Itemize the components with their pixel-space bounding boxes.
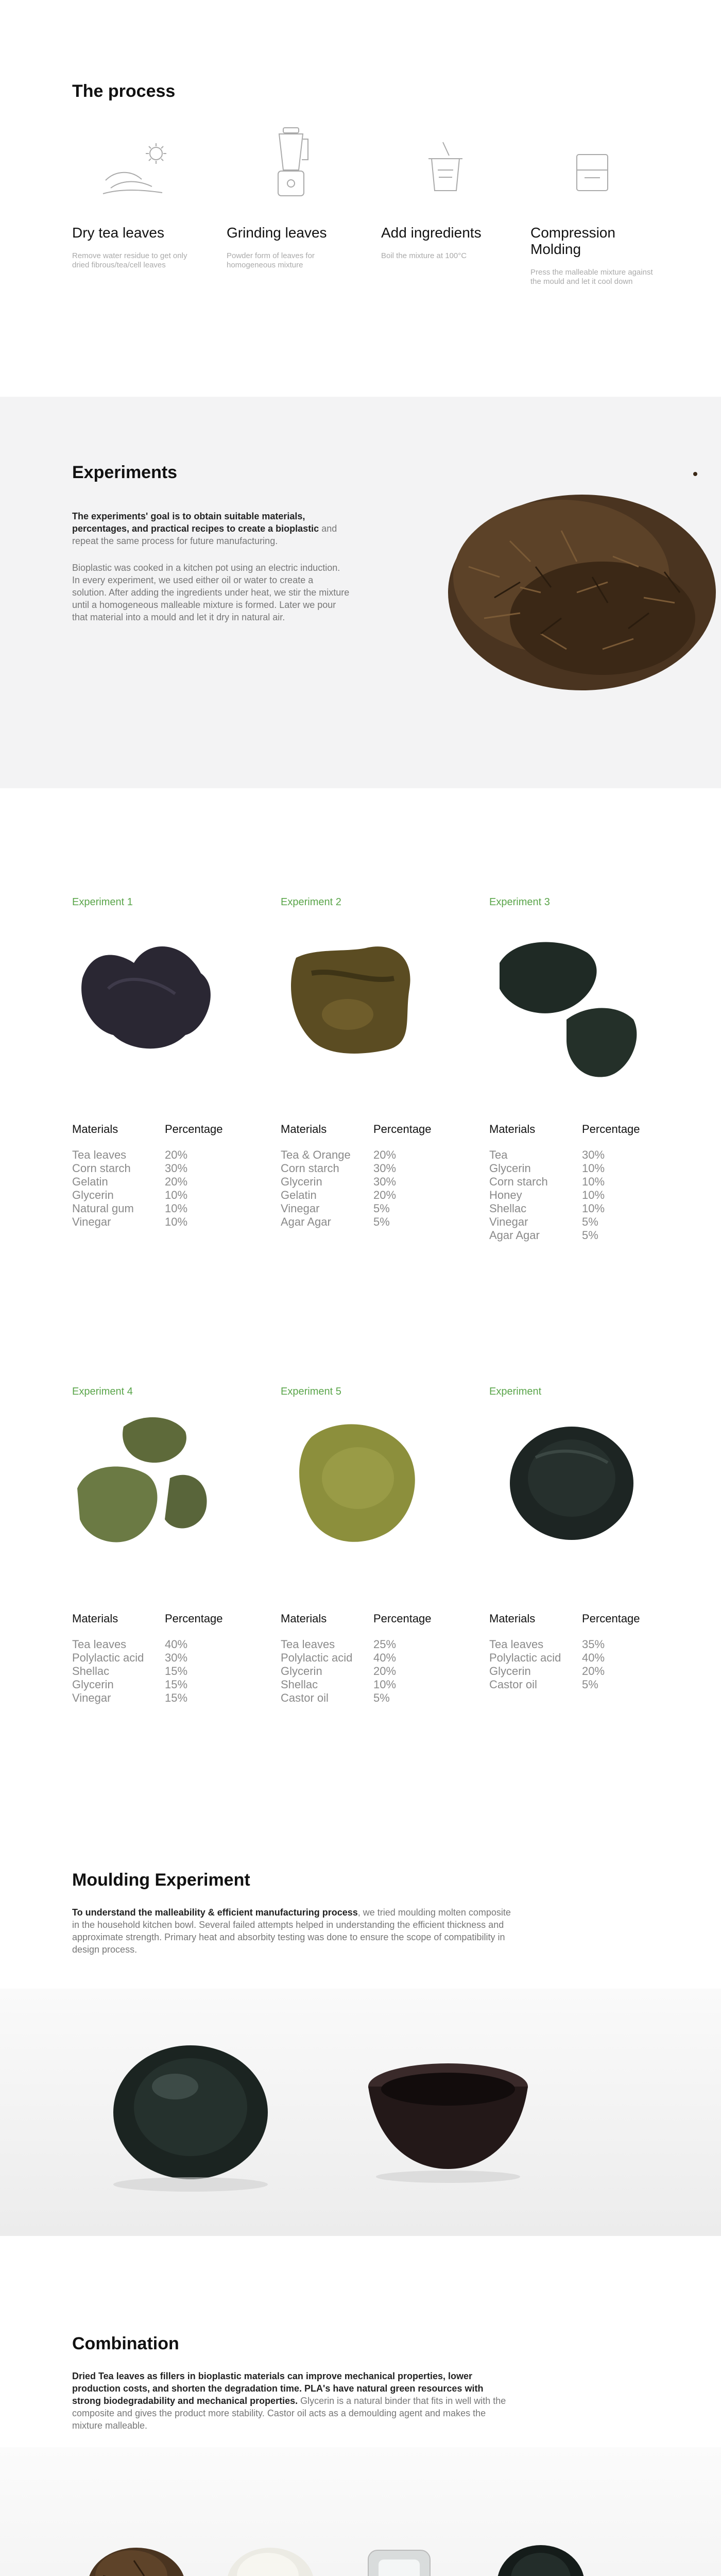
material-percentage: 10% — [165, 1215, 188, 1228]
table-row — [489, 1175, 654, 1189]
material-percentage: 15% — [165, 1678, 188, 1691]
experiment-material-table — [72, 1612, 237, 1705]
material-name: Glycerin — [72, 1189, 114, 1201]
material-percentage: 30% — [165, 1162, 188, 1175]
process-step-desc: Remove water residue to get only dried fibrous/tea/cell leaves — [72, 251, 187, 269]
experiment-label: Experiment 5 — [281, 1386, 341, 1397]
process-step-title: Add ingredients — [381, 225, 482, 241]
material-name: Shellac — [72, 1665, 110, 1677]
experiment-material-table — [489, 1612, 654, 1691]
process-step-desc: Boil the mixture at 100°C — [381, 251, 467, 260]
table-row — [281, 1202, 445, 1215]
moulding-text — [72, 1906, 515, 1956]
material-percentage: 30% — [373, 1175, 397, 1188]
material-percentage: 15% — [165, 1691, 188, 1704]
material-name: Shellac — [489, 1202, 527, 1215]
combination-title: Combination — [72, 2334, 179, 2353]
material-name: Vinegar — [489, 1215, 528, 1228]
table-row — [281, 1665, 445, 1678]
materials-header: Materials — [72, 1612, 118, 1625]
materials-header: Materials — [281, 1123, 327, 1136]
ingredients-photo — [0, 2447, 721, 2576]
final-composite-ingredient — [497, 2545, 585, 2576]
materials-header: Materials — [489, 1123, 536, 1136]
process-step-desc: Press the malleable mixture against the mould and let it cool down — [530, 268, 653, 286]
table-row — [281, 1162, 445, 1175]
table-row — [72, 1162, 237, 1175]
table-row — [72, 1202, 237, 1215]
experiments-title: Experiments — [72, 463, 178, 482]
process-step-title: Dry tea leaves — [72, 225, 164, 241]
percentage-header: Percentage — [373, 1123, 432, 1136]
material-percentage: 10% — [582, 1175, 605, 1188]
material-name: Glycerin — [489, 1665, 531, 1677]
experiments-body: Bioplastic was cooked in a kitchen pot using an electric induction. In every experiment, we used either oil or water to create a solution. After adding the ingredients under heat, we stir the mixture until a homogeneous malleable mixture is formed. Later we pour that material into a mould and let it dry in natural air. — [72, 563, 350, 622]
material-percentage: 10% — [582, 1189, 605, 1201]
material-percentage: 5% — [373, 1691, 390, 1704]
material-name: Shellac — [281, 1678, 318, 1691]
combination-bold: Dried Tea leaves as fillers in bioplastic materials can improve mechanical properties, lower production costs, and shorten the degradation time. PLA's have natural green resources with strong biodegradability and mechanical properties. — [72, 2371, 484, 2406]
material-name: Corn starch — [72, 1162, 131, 1175]
table-row — [489, 1665, 654, 1678]
percentage-header: Percentage — [165, 1612, 223, 1625]
experiments-lead-rest: and repeat the same process for future manufacturing. — [72, 523, 337, 546]
material-name: Corn starch — [281, 1162, 339, 1175]
material-name: Castor oil — [281, 1691, 329, 1704]
material-name: Tea leaves — [281, 1638, 335, 1651]
material-name: Honey — [489, 1189, 522, 1201]
material-percentage: 20% — [373, 1189, 397, 1201]
experiment-card-5 — [281, 1386, 445, 1705]
material-name: Agar Agar — [281, 1215, 331, 1228]
table-row — [281, 1691, 445, 1705]
table-row — [281, 1215, 445, 1229]
table-row — [489, 1638, 654, 1651]
material-name: Tea & Orange — [281, 1148, 351, 1161]
experiment-sample-image — [489, 917, 654, 1107]
glycerin-ingredient — [368, 2550, 430, 2576]
percentage-header: Percentage — [165, 1123, 223, 1136]
table-row — [281, 1678, 445, 1691]
experiment-label: Experiment 4 — [72, 1386, 133, 1397]
material-percentage: 10% — [165, 1189, 188, 1201]
material-percentage: 40% — [582, 1651, 605, 1664]
table-row — [281, 1148, 445, 1162]
process-step-2 — [227, 118, 355, 270]
material-percentage: 35% — [582, 1638, 605, 1651]
process-step-3 — [381, 118, 510, 261]
table-row — [489, 1215, 654, 1229]
tea-leaves-ingredient — [88, 2548, 185, 2576]
experiment-material-table — [281, 1612, 445, 1705]
material-name: Natural gum — [72, 1202, 134, 1215]
moulding-lead-bold: To understand the malleability & efficient manufacturing process — [72, 1907, 358, 1918]
material-name: Glycerin — [72, 1678, 114, 1691]
experiment-label: Experiment 1 — [72, 896, 133, 908]
experiment-sample-image — [281, 917, 445, 1107]
material-percentage: 5% — [373, 1202, 390, 1215]
table-row — [489, 1202, 654, 1215]
table-row — [72, 1175, 237, 1189]
tea-leaves-pile-image — [407, 464, 721, 706]
material-percentage: 20% — [165, 1148, 188, 1161]
material-name: Gelatin — [281, 1189, 317, 1201]
material-percentage: 5% — [582, 1215, 598, 1228]
experiment-card-6 — [489, 1386, 654, 1691]
experiments-grid-section — [0, 876, 721, 1803]
material-percentage: 20% — [373, 1665, 397, 1677]
table-row — [72, 1651, 237, 1665]
material-name: Tea leaves — [489, 1638, 544, 1651]
percentage-header: Percentage — [582, 1612, 640, 1625]
moulded-products-photo — [0, 1989, 721, 2236]
material-percentage: 30% — [165, 1651, 188, 1664]
material-name: Castor oil — [489, 1678, 537, 1691]
material-name: Agar Agar — [489, 1229, 540, 1242]
table-row — [489, 1148, 654, 1162]
material-name: Polylactic acid — [72, 1651, 144, 1664]
table-row — [72, 1148, 237, 1162]
material-percentage: 5% — [582, 1678, 598, 1691]
experiment-label: Experiment — [489, 1386, 542, 1397]
material-name: Vinegar — [72, 1691, 111, 1704]
mould-icon — [530, 118, 654, 201]
table-row — [72, 1189, 237, 1202]
material-percentage: 5% — [373, 1215, 390, 1228]
percentage-header: Percentage — [373, 1612, 432, 1625]
process-step-1 — [72, 118, 201, 270]
material-percentage: 5% — [582, 1229, 598, 1242]
material-percentage: 30% — [582, 1148, 605, 1161]
table-row — [489, 1678, 654, 1691]
process-title: The process — [72, 81, 176, 101]
process-step-4 — [530, 118, 654, 286]
process-step-desc: Powder form of leaves for homogeneous mixture — [227, 251, 315, 269]
experiment-sample-image — [489, 1406, 654, 1597]
experiment-label: Experiment 2 — [281, 896, 341, 908]
material-percentage: 10% — [373, 1678, 397, 1691]
combination-text — [72, 2370, 510, 2432]
table-row — [72, 1215, 237, 1229]
table-row — [489, 1651, 654, 1665]
table-row — [72, 1691, 237, 1705]
material-percentage: 20% — [165, 1175, 188, 1188]
table-row — [489, 1162, 654, 1175]
table-row — [281, 1175, 445, 1189]
blender-icon — [227, 118, 355, 201]
material-name: Glycerin — [281, 1665, 322, 1677]
moulding-section — [0, 1834, 721, 2287]
table-row — [281, 1189, 445, 1202]
percentage-header: Percentage — [582, 1123, 640, 1136]
material-percentage: 10% — [582, 1162, 605, 1175]
process-step-title: Compression Molding — [530, 225, 615, 257]
experiment-material-table — [72, 1123, 237, 1229]
material-percentage: 15% — [165, 1665, 188, 1677]
material-name: Glycerin — [489, 1162, 531, 1175]
material-name: Glycerin — [281, 1175, 322, 1188]
table-row — [281, 1638, 445, 1651]
materials-header: Materials — [72, 1123, 118, 1136]
experiment-sample-image — [72, 1406, 237, 1597]
table-row — [489, 1189, 654, 1202]
pot-icon — [381, 118, 510, 201]
tea-leaves-icon — [72, 118, 201, 201]
experiment-label: Experiment 3 — [489, 896, 550, 908]
experiments-intro-section — [0, 397, 721, 788]
experiment-card-3 — [489, 896, 654, 1242]
material-percentage: 40% — [373, 1651, 397, 1664]
experiment-material-table — [281, 1123, 445, 1229]
materials-header: Materials — [489, 1612, 536, 1625]
material-name: Tea leaves — [72, 1148, 127, 1161]
process-section — [0, 0, 721, 371]
table-row — [72, 1678, 237, 1691]
combination-section — [0, 2287, 721, 2576]
table-row — [281, 1651, 445, 1665]
material-name: Polylactic acid — [489, 1651, 561, 1664]
material-percentage: 40% — [165, 1638, 188, 1651]
experiment-card-2 — [281, 896, 445, 1229]
table-row — [489, 1229, 654, 1242]
combination-rest: Glycerin is a natural binder that fits in well with the composite and gives the product more stability. Castor oil acts as a demoulding agent and makes the mixture malleable. — [72, 2396, 506, 2431]
process-step-title: Grinding leaves — [227, 225, 327, 241]
materials-header: Materials — [281, 1612, 327, 1625]
moulding-lead-rest: , we tried moulding molten composite in the household kitchen bowl. Several failed attempts helped in understanding the efficient thickness and approximate strength. Primary heat and absorbity testing was done to ensure the scope of compatibility in design process. — [72, 1907, 511, 1955]
pla-pellets-ingredient — [227, 2548, 314, 2576]
table-row — [72, 1665, 237, 1678]
material-percentage: 25% — [373, 1638, 397, 1651]
material-name: Tea — [489, 1148, 508, 1161]
material-percentage: 10% — [582, 1202, 605, 1215]
experiment-material-table — [489, 1123, 654, 1242]
material-percentage: 10% — [165, 1202, 188, 1215]
experiment-sample-image — [72, 917, 237, 1107]
experiment-card-1 — [72, 896, 237, 1229]
material-percentage: 20% — [582, 1665, 605, 1677]
material-name: Polylactic acid — [281, 1651, 353, 1664]
material-percentage: 30% — [373, 1162, 397, 1175]
experiment-card-4 — [72, 1386, 237, 1705]
moulding-title: Moulding Experiment — [72, 1870, 250, 1890]
material-name: Vinegar — [281, 1202, 320, 1215]
experiments-lead — [72, 510, 350, 547]
experiment-sample-image — [281, 1406, 445, 1597]
material-name: Tea leaves — [72, 1638, 127, 1651]
material-name: Vinegar — [72, 1215, 111, 1228]
experiments-lead-bold: The experiments' goal is to obtain suitable materials, percentages, and practical recipes to create a bioplastic — [72, 511, 319, 534]
material-name: Gelatin — [72, 1175, 108, 1188]
material-percentage: 20% — [373, 1148, 397, 1161]
table-row — [72, 1638, 237, 1651]
material-name: Corn starch — [489, 1175, 548, 1188]
